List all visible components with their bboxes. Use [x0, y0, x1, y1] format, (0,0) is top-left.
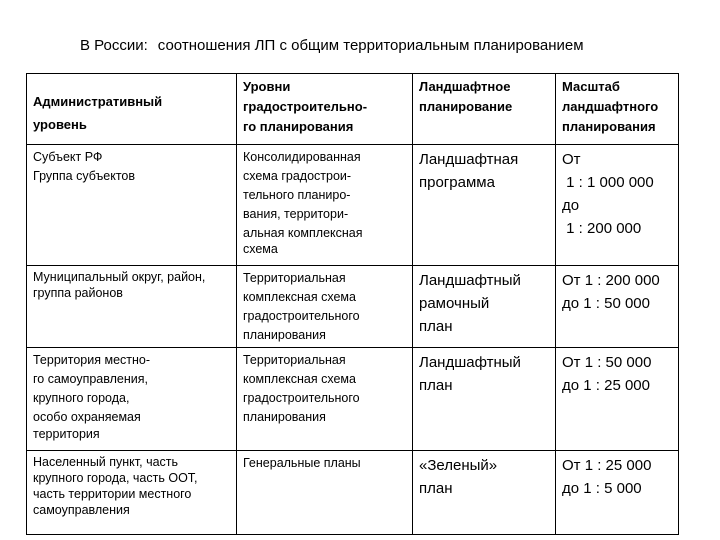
header-admin-level: Административный уровень: [27, 74, 237, 145]
title-lead: В России:: [80, 37, 148, 54]
admin-level-cell: Субъект РФ Группа субъектов: [27, 145, 237, 266]
header-landscape-planning: Ландшафтное планирование: [413, 74, 556, 145]
header-row: [27, 74, 679, 145]
landscape-plan-cell: Ландшафтный план: [413, 348, 556, 451]
scale-cell: От 1 : 50 000 до 1 : 25 000: [556, 348, 679, 451]
admin-level-cell: Населенный пункт, часть крупного города, часть ООТ, часть территории местного самоуправления: [27, 451, 237, 535]
admin-level-cell: Территория местно- го самоуправления, крупного города, особо охраняемая территория: [27, 348, 237, 451]
scale-cell: От 1 : 25 000 до 1 : 5 000: [556, 451, 679, 535]
header-planning-levels: Уровни градостроительно- го планирования: [237, 74, 413, 145]
table-row: [27, 266, 679, 348]
page-title: [80, 37, 584, 54]
scale-cell: От 1 : 200 000 до 1 : 50 000: [556, 266, 679, 348]
planning-table: [26, 73, 679, 535]
admin-level-cell: Муниципальный округ, район, группа районов: [27, 266, 237, 348]
landscape-plan-cell: Ландшафтный рамочный план: [413, 266, 556, 348]
table-row: [27, 348, 679, 451]
planning-level-cell: Генеральные планы: [237, 451, 413, 535]
planning-level-cell: Консолидированная схема градострои- тельного планиро- вания, территори- альная комплексная схема: [237, 145, 413, 266]
planning-level-cell: Территориальная комплексная схема градостроительного планирования: [237, 348, 413, 451]
title-text: соотношения ЛП с общим территориальным планированием: [157, 37, 584, 54]
table-row: [27, 145, 679, 266]
landscape-plan-cell: Ландшафтная программа: [413, 145, 556, 266]
landscape-plan-cell: «Зеленый» план: [413, 451, 556, 535]
scale-cell: От 1 : 1 000 000 до 1 : 200 000: [556, 145, 679, 266]
planning-level-cell: Территориальная комплексная схема градостроительного планирования: [237, 266, 413, 348]
table-row: [27, 451, 679, 535]
header-scale: Масштаб ландшафтного планирования: [556, 74, 679, 145]
